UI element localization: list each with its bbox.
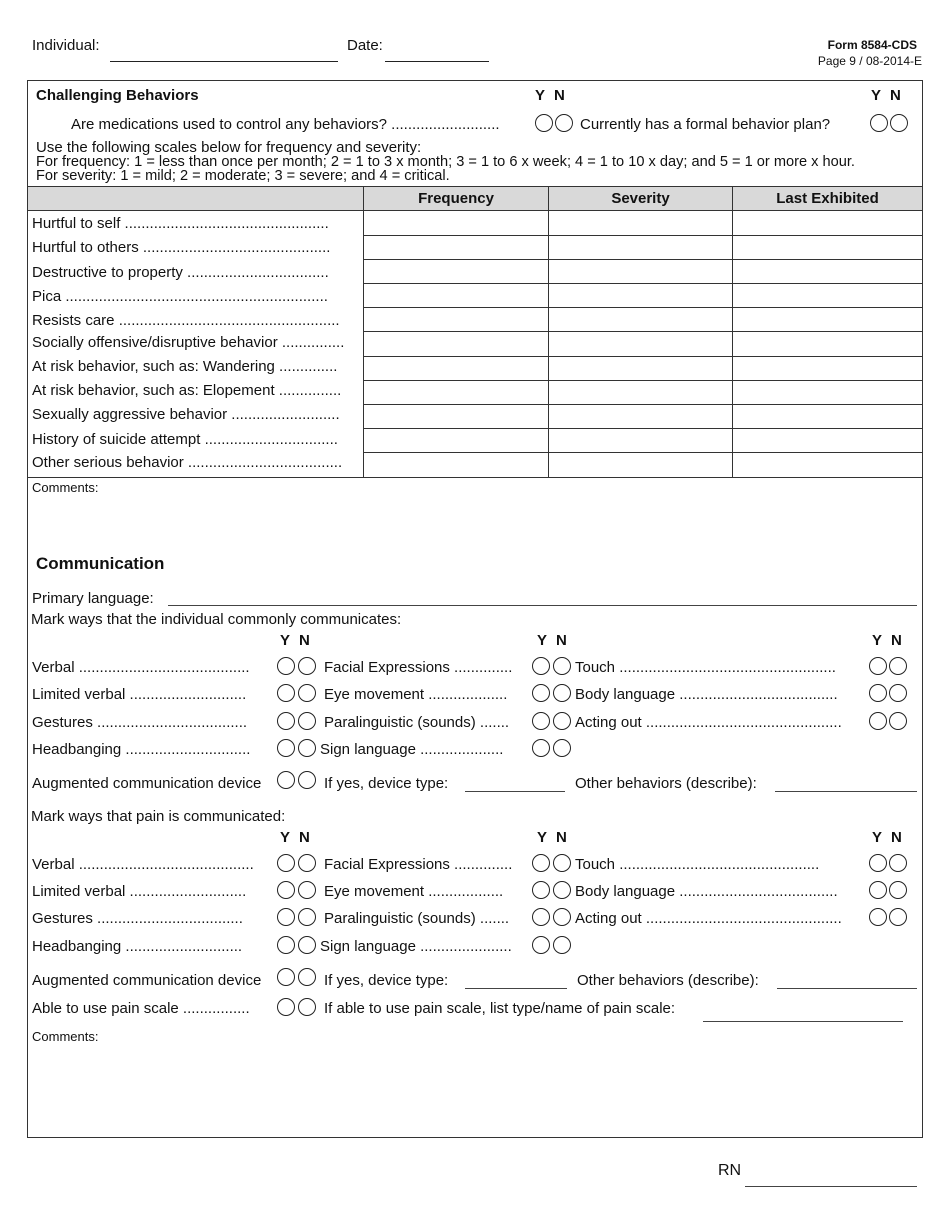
pain-no-radio[interactable] xyxy=(889,854,907,872)
pain-no-radio[interactable] xyxy=(553,908,571,926)
aug-device-label: Augmented communication device xyxy=(32,775,262,792)
aug-device-no-radio[interactable] xyxy=(298,771,316,789)
no-header: N xyxy=(554,87,565,104)
other-behaviors-field[interactable] xyxy=(775,791,917,792)
pain-device-type-label: If yes, device type: xyxy=(324,972,449,989)
medications-yes-radio[interactable] xyxy=(535,114,553,132)
grid-line xyxy=(363,331,922,332)
pain-no-radio[interactable] xyxy=(553,881,571,899)
behavior-plan-yes-radio[interactable] xyxy=(870,114,888,132)
pain-yes-radio[interactable] xyxy=(532,881,550,899)
scale-intro: Use the following scales below for frequency and severity: xyxy=(36,139,422,156)
comm-no-radio[interactable] xyxy=(298,684,316,702)
pain-no-radio[interactable] xyxy=(889,881,907,899)
grid-line xyxy=(363,404,922,405)
comm-option-label: Verbal ......................................... xyxy=(32,659,250,676)
behavior-row-label: Destructive to property .................................. xyxy=(32,264,329,281)
pain-other-behaviors-label: Other behaviors (describe): xyxy=(577,972,759,989)
device-type-field[interactable] xyxy=(465,791,565,792)
yes-header: Y xyxy=(280,829,291,846)
yes-header: Y xyxy=(537,829,548,846)
pain-scale-label: Able to use pain scale ................ xyxy=(32,1000,250,1017)
pain-no-radio[interactable] xyxy=(889,908,907,926)
pain-scale-no-radio[interactable] xyxy=(298,998,316,1016)
pain-yes-radio[interactable] xyxy=(869,854,887,872)
no-header: N xyxy=(890,87,901,104)
device-type-label: If yes, device type: xyxy=(324,775,449,792)
comm-option-label: Body language ...................................... xyxy=(575,686,838,703)
behavior-row-label: Hurtful to self ................................................. xyxy=(32,215,329,232)
comm-yes-radio[interactable] xyxy=(277,657,295,675)
pain-yes-radio[interactable] xyxy=(532,936,550,954)
individual-label: Individual: xyxy=(32,37,100,54)
aug-device-yes-radio[interactable] xyxy=(277,771,295,789)
grid-line xyxy=(548,211,549,477)
primary-language-label: Primary language: xyxy=(32,590,154,607)
pain-yes-radio[interactable] xyxy=(869,908,887,926)
comm-no-radio[interactable] xyxy=(889,657,907,675)
comm-option-label: Paralinguistic (sounds) ....... xyxy=(324,714,510,731)
pain-option-label: Facial Expressions .............. xyxy=(324,856,513,873)
date-label: Date: xyxy=(347,37,383,54)
pain-aug-device-yes-radio[interactable] xyxy=(277,968,295,986)
yes-header: Y xyxy=(872,829,883,846)
no-header: N xyxy=(891,632,902,649)
comm-yes-radio[interactable] xyxy=(869,684,887,702)
comm-yes-radio[interactable] xyxy=(277,712,295,730)
pain-no-radio[interactable] xyxy=(298,881,316,899)
comm-no-radio[interactable] xyxy=(553,657,571,675)
behavior-row-label: Socially offensive/disruptive behavior ............... xyxy=(32,334,345,351)
frequency-scale: For frequency: 1 = less than once per month; 2 = 1 to 3 x month; 3 = 1 to 6 x week; 4 = 1 to 10 x day; and 5 = 1 or more x hour. xyxy=(36,154,855,170)
pain-option-label: Sign language ...................... xyxy=(320,938,512,955)
column-header-severity: Severity xyxy=(548,186,732,211)
pain-no-radio[interactable] xyxy=(553,936,571,954)
form-number: Form 8584-CDS xyxy=(827,38,917,52)
comm-yes-radio[interactable] xyxy=(869,712,887,730)
rn-signature-field[interactable] xyxy=(745,1186,917,1187)
behavior-row-label: Resists care ..................................................... xyxy=(32,312,340,329)
no-header: N xyxy=(891,829,902,846)
comm-yes-radio[interactable] xyxy=(869,657,887,675)
comm-yes-radio[interactable] xyxy=(532,684,550,702)
pain-aug-device-no-radio[interactable] xyxy=(298,968,316,986)
pain-no-radio[interactable] xyxy=(298,854,316,872)
comm-yes-radio[interactable] xyxy=(532,657,550,675)
column-header-last-exhibited: Last Exhibited xyxy=(732,186,922,211)
behavior-row-label: History of suicide attempt ................................ xyxy=(32,431,338,448)
pain-option-label: Gestures ................................... xyxy=(32,910,243,927)
cell-frequency[interactable] xyxy=(364,212,547,234)
grid-line xyxy=(363,428,922,429)
pain-device-type-field[interactable] xyxy=(465,988,567,989)
pain-option-label: Eye movement .................. xyxy=(324,883,504,900)
pain-communicated-label: Mark ways that pain is communicated: xyxy=(31,808,286,825)
pain-other-behaviors-field[interactable] xyxy=(777,988,917,989)
comm-option-label: Eye movement ................... xyxy=(324,686,508,703)
yes-header: Y xyxy=(872,632,883,649)
comm-no-radio[interactable] xyxy=(298,739,316,757)
comm-option-label: Acting out ............................................... xyxy=(575,714,842,731)
individual-field[interactable] xyxy=(110,61,338,62)
pain-no-radio[interactable] xyxy=(298,936,316,954)
yes-header: Y xyxy=(280,632,291,649)
behavior-plan-no-radio[interactable] xyxy=(890,114,908,132)
comm-yes-radio[interactable] xyxy=(277,739,295,757)
grid-line xyxy=(363,259,922,260)
comm-no-radio[interactable] xyxy=(889,712,907,730)
section-title-communication: Communication xyxy=(36,554,165,573)
pain-option-label: Acting out ............................................... xyxy=(575,910,842,927)
grid-line xyxy=(363,283,922,284)
medications-no-radio[interactable] xyxy=(555,114,573,132)
pain-yes-radio[interactable] xyxy=(532,854,550,872)
yes-header: Y xyxy=(871,87,882,104)
pain-yes-radio[interactable] xyxy=(277,908,295,926)
table-header-blank xyxy=(28,186,363,211)
pain-yes-radio[interactable] xyxy=(277,854,295,872)
comm-no-radio[interactable] xyxy=(889,684,907,702)
behavior-row-label: At risk behavior, such as: Elopement ............... xyxy=(32,382,342,399)
grid-line xyxy=(363,452,922,453)
cell-severity[interactable] xyxy=(549,212,731,234)
comm-yes-radio[interactable] xyxy=(277,684,295,702)
pain-yes-radio[interactable] xyxy=(869,881,887,899)
comm-yes-radio[interactable] xyxy=(532,739,550,757)
pain-scale-type-field[interactable] xyxy=(703,1021,903,1022)
grid-line xyxy=(363,235,922,236)
behavior-row-label: At risk behavior, such as: Wandering .............. xyxy=(32,358,338,375)
behaviors-comments-label: Comments: xyxy=(32,480,99,495)
grid-line xyxy=(363,307,922,308)
rn-label: RN xyxy=(718,1162,742,1179)
behavior-row-label: Pica ............................................................... xyxy=(32,288,328,305)
pain-option-label: Body language ...................................... xyxy=(575,883,838,900)
behavior-row-label: Hurtful to others ............................................. xyxy=(32,239,331,256)
no-header: N xyxy=(299,632,310,649)
comm-option-label: Sign language .................... xyxy=(320,741,504,758)
severity-scale: For severity: 1 = mild; 2 = moderate; 3 = severe; and 4 = critical. xyxy=(36,168,450,184)
pain-no-radio[interactable] xyxy=(298,908,316,926)
page-info: Page 9 / 08-2014-E xyxy=(817,54,922,68)
comm-no-radio[interactable] xyxy=(553,739,571,757)
grid-line xyxy=(732,211,733,477)
pain-no-radio[interactable] xyxy=(553,854,571,872)
comm-option-label: Touch .................................................... xyxy=(575,659,836,676)
pain-option-label: Verbal .......................................... xyxy=(32,856,254,873)
comm-no-radio[interactable] xyxy=(553,684,571,702)
grid-line xyxy=(28,477,922,478)
yes-header: Y xyxy=(535,87,546,104)
pain-yes-radio[interactable] xyxy=(277,936,295,954)
comm-yes-radio[interactable] xyxy=(532,712,550,730)
pain-aug-device-label: Augmented communication device xyxy=(32,972,262,989)
medications-question: Are medications used to control any behaviors? .......................... xyxy=(71,116,500,133)
section-title-behaviors: Challenging Behaviors xyxy=(36,87,199,104)
column-header-frequency: Frequency xyxy=(363,186,548,211)
communicates-label: Mark ways that the individual commonly communicates: xyxy=(31,611,402,628)
grid-line xyxy=(363,380,922,381)
grid-line xyxy=(363,356,922,357)
comm-option-label: Gestures .................................... xyxy=(32,714,248,731)
comm-option-label: Facial Expressions .............. xyxy=(324,659,513,676)
behavior-row-label: Sexually aggressive behavior .......................... xyxy=(32,406,340,423)
cell-last-exhibited[interactable] xyxy=(733,212,921,234)
behavior-row-label: Other serious behavior ..................................... xyxy=(32,454,343,471)
no-header: N xyxy=(299,829,310,846)
comm-option-label: Limited verbal ............................ xyxy=(32,686,247,703)
pain-option-label: Touch ................................................ xyxy=(575,856,820,873)
pain-option-label: Headbanging ............................ xyxy=(32,938,243,955)
behavior-plan-question: Currently has a formal behavior plan? xyxy=(580,116,831,133)
comm-no-radio[interactable] xyxy=(553,712,571,730)
pain-yes-radio[interactable] xyxy=(532,908,550,926)
no-header: N xyxy=(556,829,567,846)
pain-option-label: Paralinguistic (sounds) ....... xyxy=(324,910,510,927)
pain-scale-type-label: If able to use pain scale, list type/name of pain scale: xyxy=(324,1000,676,1017)
date-field[interactable] xyxy=(385,61,489,62)
no-header: N xyxy=(556,632,567,649)
pain-yes-radio[interactable] xyxy=(277,881,295,899)
comm-option-label: Headbanging .............................. xyxy=(32,741,251,758)
primary-language-field[interactable] xyxy=(168,605,917,606)
yes-header: Y xyxy=(537,632,548,649)
other-behaviors-label: Other behaviors (describe): xyxy=(575,775,757,792)
pain-scale-yes-radio[interactable] xyxy=(277,998,295,1016)
comm-no-radio[interactable] xyxy=(298,657,316,675)
grid-line xyxy=(363,211,364,477)
pain-option-label: Limited verbal ............................ xyxy=(32,883,247,900)
pain-comments-label: Comments: xyxy=(32,1029,99,1044)
comm-no-radio[interactable] xyxy=(298,712,316,730)
